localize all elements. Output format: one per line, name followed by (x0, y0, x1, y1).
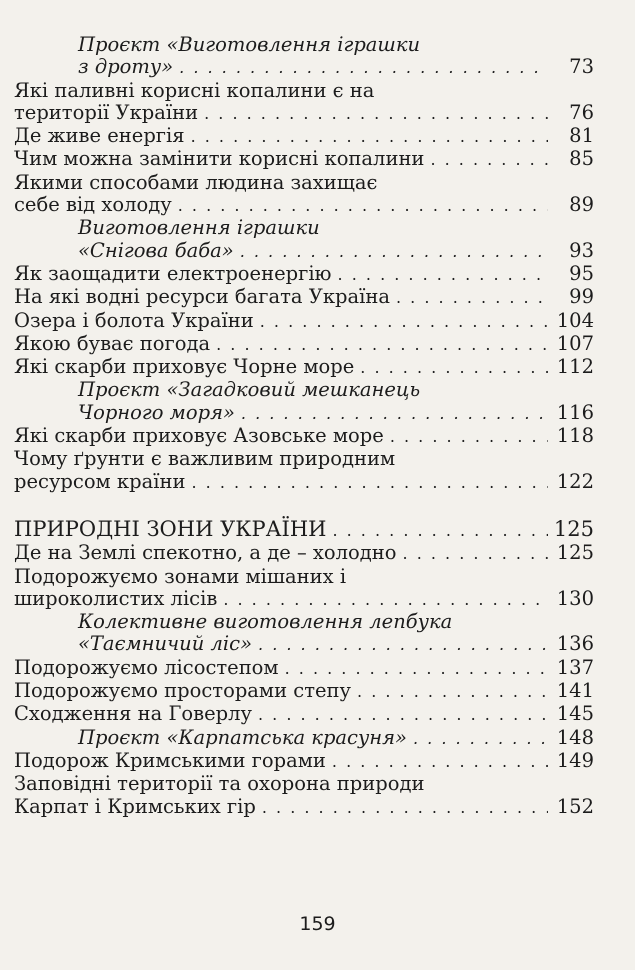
toc-dot-leader (179, 57, 548, 79)
toc-entry-title: «Снігова баба» (78, 238, 234, 262)
toc-entry-title: Де живе енергія (14, 124, 185, 148)
toc-entry-row (14, 263, 594, 286)
toc-dot-leader (285, 658, 548, 680)
toc-entry-title: з дроту» (78, 55, 174, 79)
toc-page-number: 107 (556, 331, 594, 355)
toc-entry-title: Які скарби приховує Чорне море (14, 355, 355, 379)
toc-entry (14, 333, 594, 356)
toc-entry-title: ПРИРОДНІ ЗОНИ УКРАЇНИ (14, 516, 327, 541)
toc-entry-title: Карпат і Кримських гір (14, 794, 256, 818)
toc-page-number: 104 (556, 308, 594, 332)
toc-entry-row (78, 633, 594, 656)
toc-entry-title-line: Подорожуємо зонами мішаних і (14, 564, 347, 588)
toc-entry-title: Подорожуємо лісостепом (14, 655, 279, 679)
toc-project-entry (14, 379, 594, 425)
toc-dot-leader (332, 751, 548, 773)
toc-entry (14, 125, 594, 148)
toc-entry-row (14, 750, 594, 773)
toc-page-number: 141 (556, 679, 594, 703)
toc-entry-title: Чим можна замінити корисні копалини (14, 147, 425, 171)
toc-dot-leader (262, 797, 548, 819)
toc-entry-title: території України (14, 100, 199, 124)
toc-page-number: 137 (556, 655, 594, 679)
toc-entry-title-line: Чому ґрунти є важливим природним (14, 447, 396, 471)
toc-dot-leader (260, 311, 548, 333)
toc-entry (14, 172, 594, 218)
toc-entry (14, 148, 594, 171)
toc-entry-row (14, 657, 594, 680)
toc-entry (14, 657, 594, 680)
toc-dot-leader (430, 149, 548, 171)
toc-entry-title: На які водні ресурси багата Україна (14, 285, 390, 309)
toc-page-number: 112 (556, 355, 594, 379)
toc-entry-title: ресурсом країни (14, 469, 186, 493)
toc-entry-title: Де на Землі спекотно, а де – холодно (14, 541, 397, 565)
toc-entry-title-line: Які паливні корисні копалини є на (14, 78, 375, 102)
toc-dot-leader (403, 543, 548, 565)
toc-dot-leader (357, 681, 548, 703)
toc-entry-title-line: Проєкт «Виготовлення іграшки (78, 33, 421, 56)
toc-entry-row (14, 518, 594, 542)
toc-page-number: 116 (556, 400, 594, 424)
toc-entry-title: Озера і болота України (14, 308, 254, 332)
toc-page-number: 85 (569, 147, 594, 171)
toc-page-number: 130 (556, 586, 594, 610)
toc-entry-row (14, 125, 594, 148)
toc-page-number: 125 (553, 516, 594, 541)
toc-dot-leader (396, 287, 548, 309)
toc-entry-row (14, 471, 594, 494)
toc-entry-title-line: Колективне виготовлення лепбука (78, 610, 453, 634)
toc-page-number: 122 (556, 469, 594, 493)
toc-page-number: 125 (556, 541, 594, 565)
toc-dot-leader (216, 334, 548, 356)
toc-entry-title: Подорож Кримськими горами (14, 748, 326, 772)
toc-page-number: 118 (556, 424, 594, 448)
toc-entry-row (14, 425, 594, 448)
toc-dot-leader (241, 403, 548, 425)
toc-dot-leader (360, 357, 548, 379)
toc-entry-row (14, 194, 594, 217)
toc-entry-row (14, 102, 594, 125)
toc-entry-title: Сходження на Говерлу (14, 702, 252, 726)
toc-page-number: 89 (569, 193, 594, 217)
toc-entry-row (78, 240, 594, 263)
table-of-contents (14, 34, 594, 819)
toc-entry-row (78, 56, 594, 79)
toc-page-number: 76 (569, 100, 594, 124)
toc-page-number: 152 (556, 794, 594, 818)
toc-entry-row (14, 796, 594, 819)
toc-entry-row (14, 310, 594, 333)
toc-dot-leader (204, 103, 548, 125)
toc-entry (14, 263, 594, 286)
toc-entry (14, 286, 594, 309)
toc-entry (14, 425, 594, 448)
toc-dot-leader (223, 589, 548, 611)
toc-dot-leader (191, 126, 548, 148)
toc-entry (14, 310, 594, 333)
toc-entry-title: Подорожуємо просторами степу (14, 679, 352, 703)
toc-entry-title: себе від холоду (14, 193, 172, 217)
toc-entry-title: «Таємничий ліс» (78, 632, 253, 656)
toc-entry-row (14, 588, 594, 611)
toc-entry (14, 773, 594, 819)
toc-dot-leader (338, 264, 548, 286)
toc-entry-title-line: Якими способами людина захищає (14, 170, 378, 194)
toc-entry (14, 356, 594, 379)
toc-entry-row (14, 148, 594, 171)
toc-page-number: 95 (569, 261, 594, 285)
toc-entry (14, 703, 594, 726)
toc-entry (14, 80, 594, 126)
toc-entry-title: Якою буває погода (14, 331, 211, 355)
toc-entry-title: Як заощадити електроенергію (14, 261, 332, 285)
toc-page-number: 99 (569, 285, 594, 309)
toc-entry-title-line: Заповідні території та охорона природи (14, 772, 425, 796)
toc-dot-leader (390, 426, 548, 448)
toc-entry-title: Які скарби приховує Азовське море (14, 424, 384, 448)
toc-entry-row (14, 703, 594, 726)
toc-project-entry (14, 727, 594, 750)
toc-page-number: 136 (556, 632, 594, 656)
toc-entry-row (14, 542, 594, 565)
toc-entry-row (14, 680, 594, 703)
toc-entry-title-line: Проєкт «Загадковий мешканець (78, 378, 421, 402)
toc-page-number: 145 (556, 702, 594, 726)
toc-page-number: 81 (569, 124, 594, 148)
toc-entry-title-line: Виготовлення іграшки (78, 216, 320, 240)
toc-page-number: 149 (556, 748, 594, 772)
toc-project-entry (14, 217, 594, 263)
toc-page-number: 93 (569, 238, 594, 262)
toc-dot-leader (178, 195, 548, 217)
toc-page-number: 73 (569, 55, 594, 79)
toc-entry-title: широколистих лісів (14, 586, 218, 610)
toc-project-entry (14, 34, 594, 80)
toc-entry (14, 542, 594, 565)
toc-entry (14, 566, 594, 612)
toc-entry-row (14, 356, 594, 379)
toc-entry (14, 680, 594, 703)
toc-dot-leader (258, 634, 548, 656)
toc-dot-leader (332, 520, 547, 542)
toc-project-entry (14, 611, 594, 657)
toc-entry (14, 750, 594, 773)
toc-entry-row (78, 727, 594, 750)
page-number: 159 (299, 913, 336, 935)
toc-dot-leader (258, 704, 548, 726)
toc-section-heading (14, 518, 594, 542)
toc-entry-row (78, 402, 594, 425)
toc-dot-leader (240, 241, 548, 263)
toc-dot-leader (413, 728, 548, 750)
toc-dot-leader (191, 472, 548, 494)
toc-entry-title: Проєкт «Карпатська красуня» (78, 725, 407, 749)
toc-page-number: 148 (556, 725, 594, 749)
toc-entry-row (14, 286, 594, 309)
toc-entry (14, 448, 594, 494)
toc-entry-title: Чорного моря» (78, 400, 235, 424)
toc-entry-row (14, 333, 594, 356)
